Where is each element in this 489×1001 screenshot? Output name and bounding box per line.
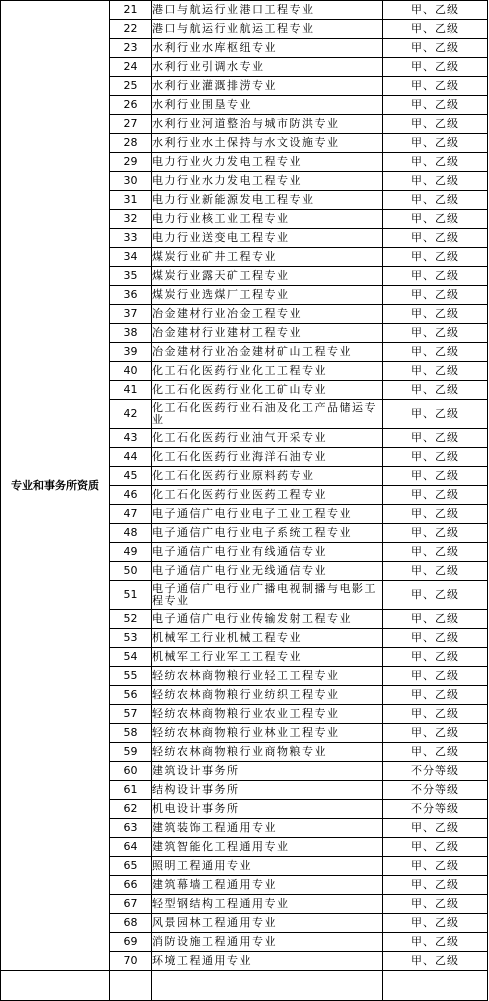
- specialty-name: [152, 400, 383, 429]
- qualification-grade: 甲、乙级: [383, 581, 488, 610]
- row-number: 50: [110, 562, 152, 581]
- qualification-grade: 甲、乙级: [383, 77, 488, 96]
- specialty-name: [152, 581, 383, 610]
- qualification-grade: 甲、乙级: [383, 429, 488, 448]
- qualification-grade: 甲、乙级: [383, 562, 488, 581]
- row-number: 30: [110, 172, 152, 191]
- row-number: 36: [110, 286, 152, 305]
- qualification-grade: 甲、乙级: [383, 39, 488, 58]
- qualification-grade: 甲、乙级: [383, 191, 488, 210]
- specialty-name: 消防设施工程通用专业: [152, 933, 383, 952]
- specialty-name: 煤炭行业露天矿工程专业: [152, 267, 383, 286]
- specialty-name: 建筑设计事务所: [152, 762, 383, 781]
- specialty-name: 电力行业水力发电工程专业: [152, 172, 383, 191]
- blank-cell: [152, 971, 383, 1001]
- qualification-grade: 甲、乙级: [383, 610, 488, 629]
- row-number: 28: [110, 134, 152, 153]
- qualification-grade: 甲、乙级: [383, 172, 488, 191]
- row-number: 44: [110, 448, 152, 467]
- qualification-grade: 甲、乙级: [383, 96, 488, 115]
- row-number: 45: [110, 467, 152, 486]
- qualification-grade: 甲、乙级: [383, 876, 488, 895]
- specialty-name: 建筑装饰工程通用专业: [152, 819, 383, 838]
- row-number: 29: [110, 153, 152, 172]
- row-number: 46: [110, 486, 152, 505]
- specialty-name: 化工石化医药行业油气开采专业: [152, 429, 383, 448]
- specialty-name: 水利行业引调水专业: [152, 58, 383, 77]
- row-number: 33: [110, 229, 152, 248]
- row-number: 35: [110, 267, 152, 286]
- qualification-grade: 甲、乙级: [383, 229, 488, 248]
- specialty-name: 港口与航运行业港口工程专业: [152, 1, 383, 20]
- specialty-name-text: 电子通信广电行业广播电视制播与电影工程专业: [152, 583, 377, 607]
- row-number: 60: [110, 762, 152, 781]
- table-body: [1, 1, 488, 1001]
- specialty-name: 机械军工行业机械工程专业: [152, 629, 383, 648]
- qualification-grade: 甲、乙级: [383, 724, 488, 743]
- specialty-name: 电子通信广电行业传输发射工程专业: [152, 610, 383, 629]
- specialty-name: 煤炭行业矿井工程专业: [152, 248, 383, 267]
- specialty-name: 水利行业水土保持与水文设施专业: [152, 134, 383, 153]
- row-number: 32: [110, 210, 152, 229]
- specialty-name: 电力行业新能源发电工程专业: [152, 191, 383, 210]
- specialty-name: 轻纺农林商物粮行业农业工程专业: [152, 705, 383, 724]
- specialty-name: 电子通信广电行业电子工业工程专业: [152, 505, 383, 524]
- qualification-grade: 甲、乙级: [383, 543, 488, 562]
- qualification-grade: 甲、乙级: [383, 914, 488, 933]
- specialty-name: 建筑智能化工程通用专业: [152, 838, 383, 857]
- row-number: 41: [110, 381, 152, 400]
- row-number: 70: [110, 952, 152, 971]
- qualification-grade: 甲、乙级: [383, 857, 488, 876]
- specialty-name: 化工石化医药行业医药工程专业: [152, 486, 383, 505]
- qualification-grade: 甲、乙级: [383, 362, 488, 381]
- row-number: 68: [110, 914, 152, 933]
- qualification-grade: 甲、乙级: [383, 210, 488, 229]
- qualification-grade: 甲、乙级: [383, 819, 488, 838]
- qualification-grade: 甲、乙级: [383, 629, 488, 648]
- blank-cell: [1, 971, 110, 1001]
- qualification-grade: 甲、乙级: [383, 952, 488, 971]
- row-number: 39: [110, 343, 152, 362]
- specialty-name: 轻纺农林商物粮行业纺织工程专业: [152, 686, 383, 705]
- specialty-name: 轻纺农林商物粮行业商物粮专业: [152, 743, 383, 762]
- blank-cell: [383, 971, 488, 1001]
- specialty-name: 轻纺农林商物粮行业林业工程专业: [152, 724, 383, 743]
- row-number: 22: [110, 20, 152, 39]
- row-number: 58: [110, 724, 152, 743]
- row-number: 24: [110, 58, 152, 77]
- specialty-name: 化工石化医药行业化工工程专业: [152, 362, 383, 381]
- qualification-grade: 甲、乙级: [383, 400, 488, 429]
- specialty-name: 煤炭行业选煤厂工程专业: [152, 286, 383, 305]
- qualification-grade: 甲、乙级: [383, 524, 488, 543]
- row-number: 55: [110, 667, 152, 686]
- specialty-name: 水利行业河道整治与城市防洪专业: [152, 115, 383, 134]
- specialty-name: 冶金建材行业冶金建材矿山工程专业: [152, 343, 383, 362]
- row-number: 38: [110, 324, 152, 343]
- specialty-name: 港口与航运行业航运工程专业: [152, 20, 383, 39]
- row-number: 37: [110, 305, 152, 324]
- qualification-grade: 甲、乙级: [383, 324, 488, 343]
- specialty-name: 建筑幕墙工程通用专业: [152, 876, 383, 895]
- row-number: 26: [110, 96, 152, 115]
- qualification-grade: 甲、乙级: [383, 895, 488, 914]
- row-number: 47: [110, 505, 152, 524]
- row-number: 62: [110, 800, 152, 819]
- specialty-name: 轻型钢结构工程通用专业: [152, 895, 383, 914]
- specialty-name: 机械军工行业军工工程专业: [152, 648, 383, 667]
- row-number: 40: [110, 362, 152, 381]
- row-number: 64: [110, 838, 152, 857]
- category-cell: 专业和事务所资质: [1, 1, 110, 971]
- qualification-grade: 不分等级: [383, 781, 488, 800]
- row-number: 31: [110, 191, 152, 210]
- qualification-grade: 甲、乙级: [383, 267, 488, 286]
- row-number: 69: [110, 933, 152, 952]
- specialty-name: 电子通信广电行业电子系统工程专业: [152, 524, 383, 543]
- row-number: 66: [110, 876, 152, 895]
- specialty-name: 化工石化医药行业化工矿山专业: [152, 381, 383, 400]
- row-number: 52: [110, 610, 152, 629]
- row-number: 67: [110, 895, 152, 914]
- row-number: 25: [110, 77, 152, 96]
- qualification-grade: 甲、乙级: [383, 58, 488, 77]
- blank-cell: [110, 971, 152, 1001]
- specialty-name: 水利行业灌溉排涝专业: [152, 77, 383, 96]
- row-number: 59: [110, 743, 152, 762]
- row-number: 34: [110, 248, 152, 267]
- row-number: 23: [110, 39, 152, 58]
- specialty-name: 照明工程通用专业: [152, 857, 383, 876]
- qualification-grade: 甲、乙级: [383, 838, 488, 857]
- qualification-grade: 甲、乙级: [383, 115, 488, 134]
- qualification-grade: 甲、乙级: [383, 343, 488, 362]
- specialty-name: 冶金建材行业建材工程专业: [152, 324, 383, 343]
- row-number: 43: [110, 429, 152, 448]
- qualification-grade: 甲、乙级: [383, 381, 488, 400]
- row-number: 54: [110, 648, 152, 667]
- specialty-name: 风景园林工程通用专业: [152, 914, 383, 933]
- qualification-grade: 甲、乙级: [383, 648, 488, 667]
- table-row: [1, 1, 488, 20]
- qualification-grade: 甲、乙级: [383, 248, 488, 267]
- blank-row: [1, 971, 488, 1001]
- row-number: 57: [110, 705, 152, 724]
- qualification-grade: 甲、乙级: [383, 686, 488, 705]
- row-number: 53: [110, 629, 152, 648]
- qualification-grade: 甲、乙级: [383, 505, 488, 524]
- specialty-name: 冶金建材行业冶金工程专业: [152, 305, 383, 324]
- qualification-grade: 甲、乙级: [383, 743, 488, 762]
- qualification-grade: 甲、乙级: [383, 134, 488, 153]
- row-number: 21: [110, 1, 152, 20]
- qualification-grade: 不分等级: [383, 800, 488, 819]
- qualification-grade: 甲、乙级: [383, 933, 488, 952]
- qualification-grade: 甲、乙级: [383, 705, 488, 724]
- row-number: 65: [110, 857, 152, 876]
- qualification-grade: 甲、乙级: [383, 1, 488, 20]
- row-number: 27: [110, 115, 152, 134]
- specialty-name: 结构设计事务所: [152, 781, 383, 800]
- specialty-name: 水利行业水库枢纽专业: [152, 39, 383, 58]
- specialty-name: 电力行业核工业工程专业: [152, 210, 383, 229]
- qualification-grade: 甲、乙级: [383, 448, 488, 467]
- specialty-name: 水利行业围垦专业: [152, 96, 383, 115]
- specialty-name: 电子通信广电行业无线通信专业: [152, 562, 383, 581]
- qualification-grade: 甲、乙级: [383, 486, 488, 505]
- row-number: 61: [110, 781, 152, 800]
- row-number: 56: [110, 686, 152, 705]
- row-number: 48: [110, 524, 152, 543]
- specialty-name: 轻纺农林商物粮行业轻工工程专业: [152, 667, 383, 686]
- specialty-name: 化工石化医药行业原料药专业: [152, 467, 383, 486]
- specialty-name: 机电设计事务所: [152, 800, 383, 819]
- row-number: 49: [110, 543, 152, 562]
- qualification-grade: 甲、乙级: [383, 305, 488, 324]
- qualification-grade: 甲、乙级: [383, 286, 488, 305]
- qualification-grade: 甲、乙级: [383, 20, 488, 39]
- specialty-name: 环境工程通用专业: [152, 952, 383, 971]
- qualification-grade: 甲、乙级: [383, 153, 488, 172]
- row-number: 63: [110, 819, 152, 838]
- row-number: 42: [110, 400, 152, 429]
- specialty-name: 化工石化医药行业海洋石油专业: [152, 448, 383, 467]
- specialty-name: 电力行业送变电工程专业: [152, 229, 383, 248]
- row-number: 51: [110, 581, 152, 610]
- specialty-name: 电力行业火力发电工程专业: [152, 153, 383, 172]
- qualification-grade: 不分等级: [383, 762, 488, 781]
- qualification-grade: 甲、乙级: [383, 667, 488, 686]
- specialty-name: 电子通信广电行业有线通信专业: [152, 543, 383, 562]
- specialty-name-text: 化工石化医药行业石油及化工产品储运专业: [152, 402, 377, 426]
- qualification-grade: 甲、乙级: [383, 467, 488, 486]
